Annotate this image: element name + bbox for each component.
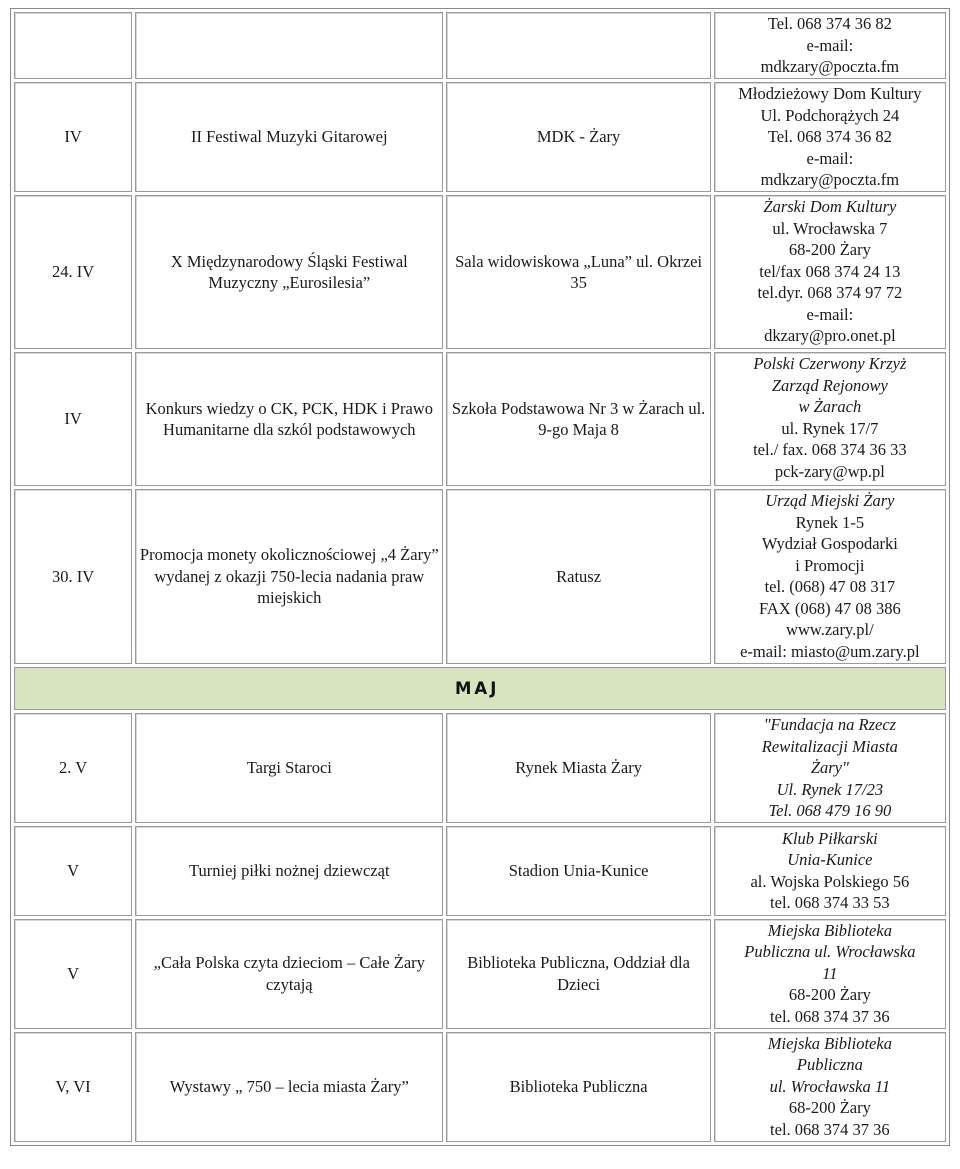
place-cell: Stadion Unia-Kunice bbox=[446, 826, 710, 916]
contact-line: pck-zary@wp.pl bbox=[774, 461, 885, 481]
contact-cell bbox=[714, 1032, 946, 1142]
contact-line: al. Wojska Polskiego 56 bbox=[750, 871, 910, 891]
contact-line: Tel. 068 479 16 90 bbox=[768, 801, 892, 820]
contact-cell bbox=[714, 826, 946, 916]
contact-line: e-mail: bbox=[806, 304, 854, 324]
contact-line: Młodzieżowy Dom Kultury bbox=[738, 84, 922, 103]
contact-line: e-mail: miasto@um.zary.pl bbox=[740, 641, 920, 661]
place-cell: Biblioteka Publiczna, Oddział dla Dzieci bbox=[446, 919, 710, 1029]
place-cell: MDK - Żary bbox=[446, 82, 710, 192]
table-row bbox=[14, 195, 946, 349]
date-cell: 30. IV bbox=[14, 489, 132, 664]
date-cell: V bbox=[14, 826, 132, 916]
contact-cell bbox=[714, 195, 946, 349]
contact-line: ul. Rynek 17/7 bbox=[781, 418, 879, 438]
contact-line: w Żarach bbox=[798, 397, 862, 416]
contact-line: 68-200 Żary bbox=[788, 240, 871, 259]
contact-line: i Promocji bbox=[795, 555, 865, 575]
contact-line: tel.dyr. 068 374 97 72 bbox=[757, 283, 903, 302]
table-row bbox=[14, 352, 946, 486]
contact-line: Ul. Podchorążych 24 bbox=[760, 105, 900, 125]
contact-line: tel. (068) 47 08 317 bbox=[764, 577, 896, 596]
table-row bbox=[14, 1032, 946, 1142]
contact-line: Zarząd Rejonowy bbox=[771, 375, 888, 395]
event-cell: Turniej piłki nożnej dziewcząt bbox=[135, 826, 443, 916]
contact-cell bbox=[714, 352, 946, 486]
contact-line: Tel. 068 374 36 82 bbox=[767, 14, 892, 33]
contact-line: e-mail: bbox=[806, 148, 854, 168]
place-cell: Szkoła Podstawowa Nr 3 w Żarach ul. 9-go Maja 8 bbox=[446, 352, 710, 486]
contact-cell bbox=[714, 12, 946, 79]
contact-line: www.zary.pl/ bbox=[786, 620, 874, 639]
contact-line: 68-200 Żary bbox=[788, 985, 871, 1005]
contact-line: tel. 068 374 37 36 bbox=[770, 1006, 890, 1026]
contact-line: tel. 068 374 37 36 bbox=[770, 1119, 890, 1139]
event-cell: Promocja monety okolicznościowej „4 Żary” wydanej z okazji 750-lecia nadania praw miejskich bbox=[135, 489, 443, 664]
contact-line: Rewitalizacji Miasta bbox=[761, 736, 898, 756]
contact-line: Polski Czerwony Krzyż bbox=[753, 354, 907, 373]
contact-line: Klub Piłkarski bbox=[781, 828, 878, 848]
table-row bbox=[14, 826, 946, 916]
contact-cell bbox=[714, 919, 946, 1029]
date-cell: V, VI bbox=[14, 1032, 132, 1142]
place-cell: Rynek Miasta Żary bbox=[446, 713, 710, 823]
contact-line: e-mail: bbox=[806, 35, 854, 55]
contact-line: FAX (068) 47 08 386 bbox=[758, 598, 901, 618]
contact-line: "Fundacja na Rzecz bbox=[763, 715, 897, 734]
contact-cell bbox=[714, 82, 946, 192]
date-cell: 24. IV bbox=[14, 195, 132, 349]
event-cell: Wystawy „ 750 – lecia miasta Żary” bbox=[135, 1032, 443, 1142]
contact-line: mdkzary@poczta.fm bbox=[760, 170, 900, 189]
contact-line: tel. 068 374 33 53 bbox=[770, 893, 890, 912]
date-cell: IV bbox=[14, 352, 132, 486]
place-cell bbox=[446, 12, 710, 79]
date-cell: 2. V bbox=[14, 713, 132, 823]
contact-line: Żary" bbox=[810, 758, 849, 777]
contact-cell bbox=[714, 489, 946, 664]
contact-line: Unia-Kunice bbox=[787, 850, 873, 869]
place-cell: Biblioteka Publiczna bbox=[446, 1032, 710, 1142]
contact-line: Rynek 1-5 bbox=[795, 512, 865, 532]
contact-line: tel/fax 068 374 24 13 bbox=[759, 261, 901, 281]
month-header: MAJ bbox=[14, 667, 946, 710]
contact-cell bbox=[714, 713, 946, 823]
contact-line: Tel. 068 374 36 82 bbox=[767, 127, 892, 146]
events-table bbox=[10, 8, 950, 1146]
contact-line: Wydział Gospodarki bbox=[761, 534, 898, 553]
event-cell: „Cała Polska czyta dzieciom – Całe Żary czytają bbox=[135, 919, 443, 1029]
contact-line: Miejska Biblioteka bbox=[767, 1033, 892, 1053]
event-cell: II Festiwal Muzyki Gitarowej bbox=[135, 82, 443, 192]
event-cell: X Międzynarodowy Śląski Festiwal Muzyczny „Eurosilesia” bbox=[135, 195, 443, 349]
contact-line: Urząd Miejski Żary bbox=[765, 491, 895, 510]
table-row bbox=[14, 82, 946, 192]
table-row bbox=[14, 12, 946, 79]
event-cell: Targi Staroci bbox=[135, 713, 443, 823]
date-cell: IV bbox=[14, 82, 132, 192]
contact-line: 11 bbox=[822, 963, 838, 983]
table-row bbox=[14, 713, 946, 823]
contact-line: Publiczna bbox=[796, 1055, 863, 1075]
date-cell: V bbox=[14, 919, 132, 1029]
place-cell: Ratusz bbox=[446, 489, 710, 664]
place-cell: Sala widowiskowa „Luna” ul. Okrzei 35 bbox=[446, 195, 710, 349]
event-cell: Konkurs wiedzy o CK, PCK, HDK i Prawo Humanitarne dla szkól podstawowych bbox=[135, 352, 443, 486]
contact-line: 68-200 Żary bbox=[788, 1098, 871, 1118]
table-row bbox=[14, 489, 946, 664]
contact-line: dkzary@pro.onet.pl bbox=[764, 326, 896, 345]
contact-line: ul. Wrocławska 11 bbox=[769, 1076, 891, 1096]
event-cell bbox=[135, 12, 443, 79]
table-row bbox=[14, 919, 946, 1029]
contact-line: Miejska Biblioteka bbox=[767, 920, 892, 940]
contact-line: mdkzary@poczta.fm bbox=[760, 57, 900, 76]
date-cell bbox=[14, 12, 132, 79]
contact-line: Ul. Rynek 17/23 bbox=[776, 779, 884, 799]
contact-line: Żarski Dom Kultury bbox=[763, 197, 897, 216]
contact-line: tel./ fax. 068 374 36 33 bbox=[753, 440, 907, 459]
contact-line: Publiczna ul. Wrocławska bbox=[744, 942, 916, 962]
contact-line: ul. Wrocławska 7 bbox=[772, 218, 888, 238]
month-header-row bbox=[14, 667, 946, 710]
